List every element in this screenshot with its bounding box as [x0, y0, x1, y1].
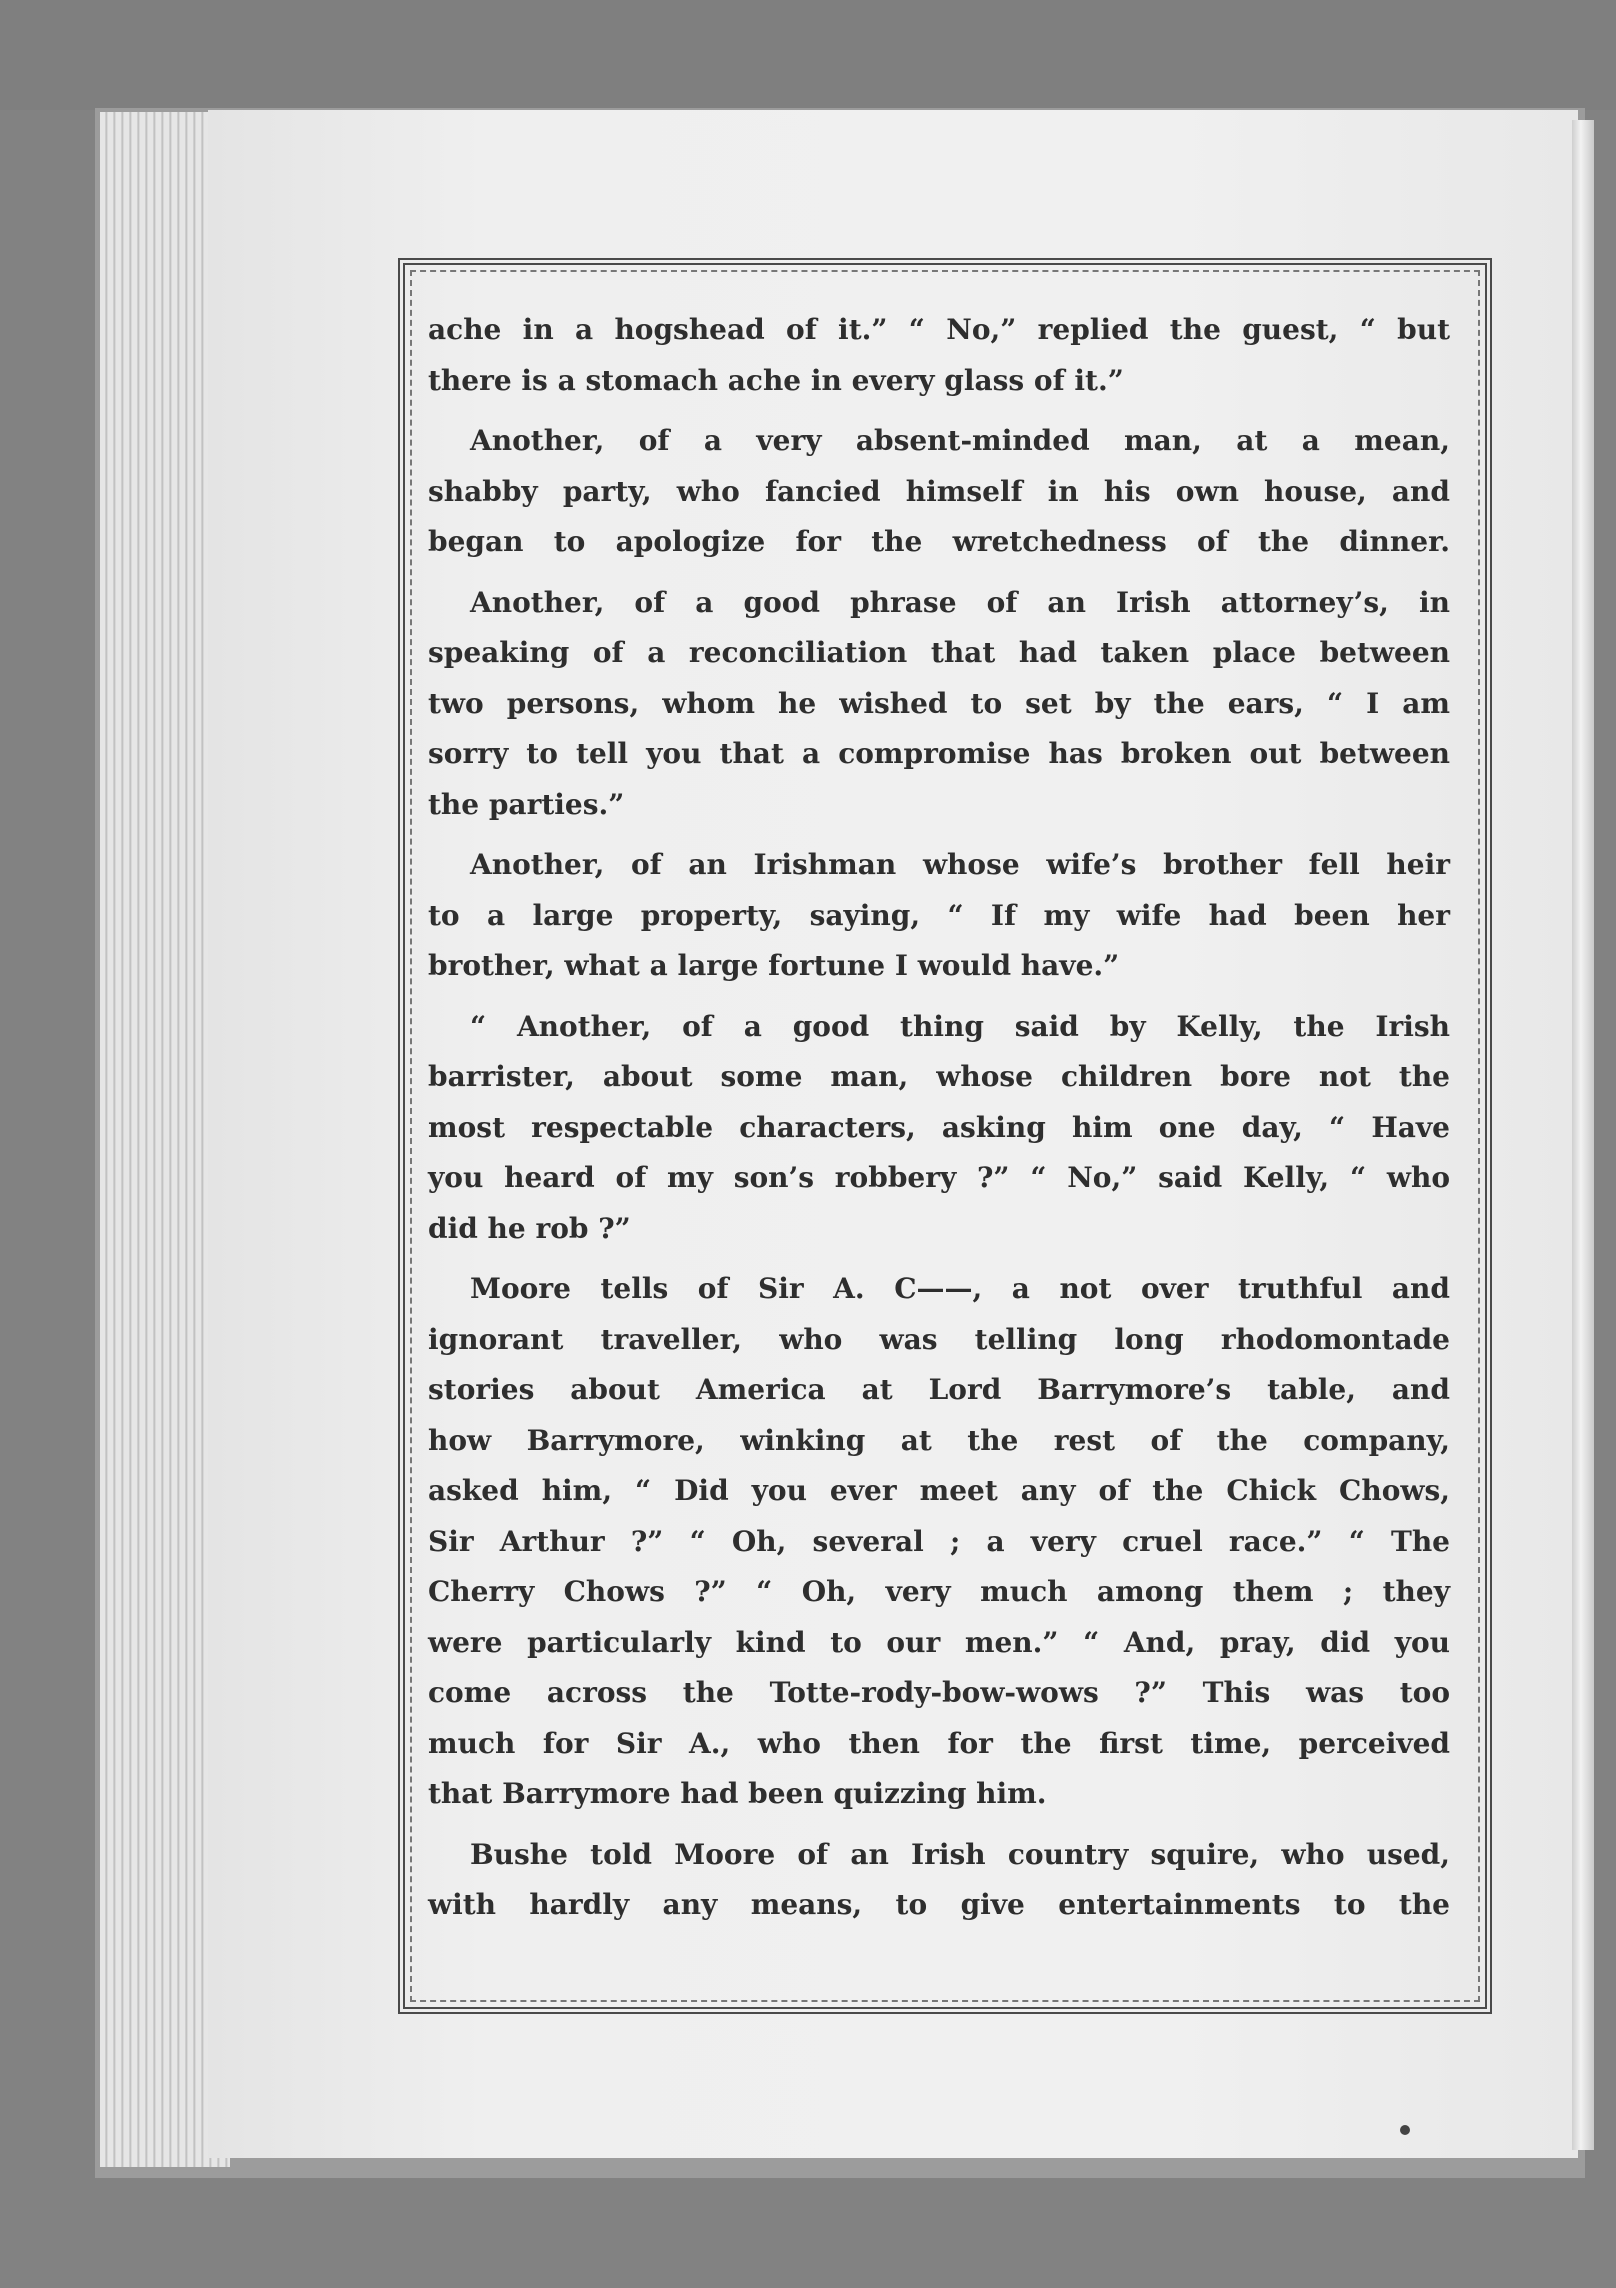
scan-background [0, 0, 1616, 110]
paragraph [428, 1264, 1450, 1820]
right-page-edge [1572, 120, 1594, 2150]
text-line: Moore tells of Sir A. C——, a not over truthful and [470, 1272, 1450, 1305]
paragraph [428, 1830, 1450, 1931]
text-line: you heard of my son’s robbery ?” “ No,” said Kelly, “ who [428, 1161, 1450, 1194]
paragraph [428, 416, 1450, 568]
text-line: barrister, about some man, whose children bore not the [428, 1060, 1450, 1093]
text-line: two persons, whom he wished to set by the ears, “ I am [428, 686, 1450, 720]
text-line: did he rob ?” [428, 1211, 631, 1245]
page-text [428, 305, 1450, 1941]
text-line: Another, of an Irishman whose wife’s brother fell heir [470, 848, 1450, 881]
text-line: began to apologize for the wretchedness of the dinner. [428, 525, 1450, 558]
paragraph [428, 305, 1450, 406]
text-line: Sir Arthur ?” “ Oh, several ; a very cruel race.” “ The [428, 1524, 1450, 1558]
text-line: ignorant traveller, who was telling long rhodomontade [428, 1322, 1450, 1356]
text-line: much for Sir A., who then for the first time, perceived [428, 1726, 1450, 1760]
paragraph [428, 1002, 1450, 1255]
text-line: come across the Totte-rody-bow-wows ?” This was too [428, 1676, 1450, 1709]
text-line: to a large property, saying, “ If my wife had been her [428, 898, 1450, 932]
text-line: the parties.” [428, 787, 625, 821]
ink-speck [1400, 2125, 1410, 2135]
paragraph [428, 578, 1450, 831]
text-line: there is a stomach ache in every glass of it.” [428, 363, 1124, 397]
paragraph [428, 840, 1450, 992]
text-line: asked him, “ Did you ever meet any of the Chick Chows, [428, 1474, 1450, 1507]
text-line: most respectable characters, asking him one day, “ Have [428, 1110, 1450, 1144]
text-line: were particularly kind to our men.” “ And, pray, did you [428, 1625, 1450, 1659]
text-line: brother, what a large fortune I would have.” [428, 949, 1120, 982]
text-line: Another, of a good phrase of an Irish attorney’s, in [470, 585, 1450, 619]
text-line: Cherry Chows ?” “ Oh, very much among them ; they [428, 1575, 1450, 1608]
text-line: with hardly any means, to give entertainments to the [428, 1888, 1450, 1921]
text-line: stories about America at Lord Barrymore’s table, and [428, 1373, 1450, 1406]
text-line: Another, of a very absent-minded man, at a mean, [470, 424, 1450, 457]
text-line: Bushe told Moore of an Irish country squire, who used, [470, 1837, 1450, 1871]
text-line: that Barrymore had been quizzing him. [428, 1777, 1047, 1810]
text-line: sorry to tell you that a compromise has broken out between [428, 737, 1450, 770]
text-line: speaking of a reconciliation that had taken place between [428, 636, 1450, 669]
text-line: shabby party, who fancied himself in his own house, and [428, 474, 1450, 508]
text-line: how Barrymore, winking at the rest of the company, [428, 1423, 1450, 1457]
text-line: ache in a hogshead of it.” “ No,” replied the guest, “ but [428, 313, 1450, 346]
text-line: “ Another, of a good thing said by Kelly, the Irish [470, 1009, 1450, 1043]
